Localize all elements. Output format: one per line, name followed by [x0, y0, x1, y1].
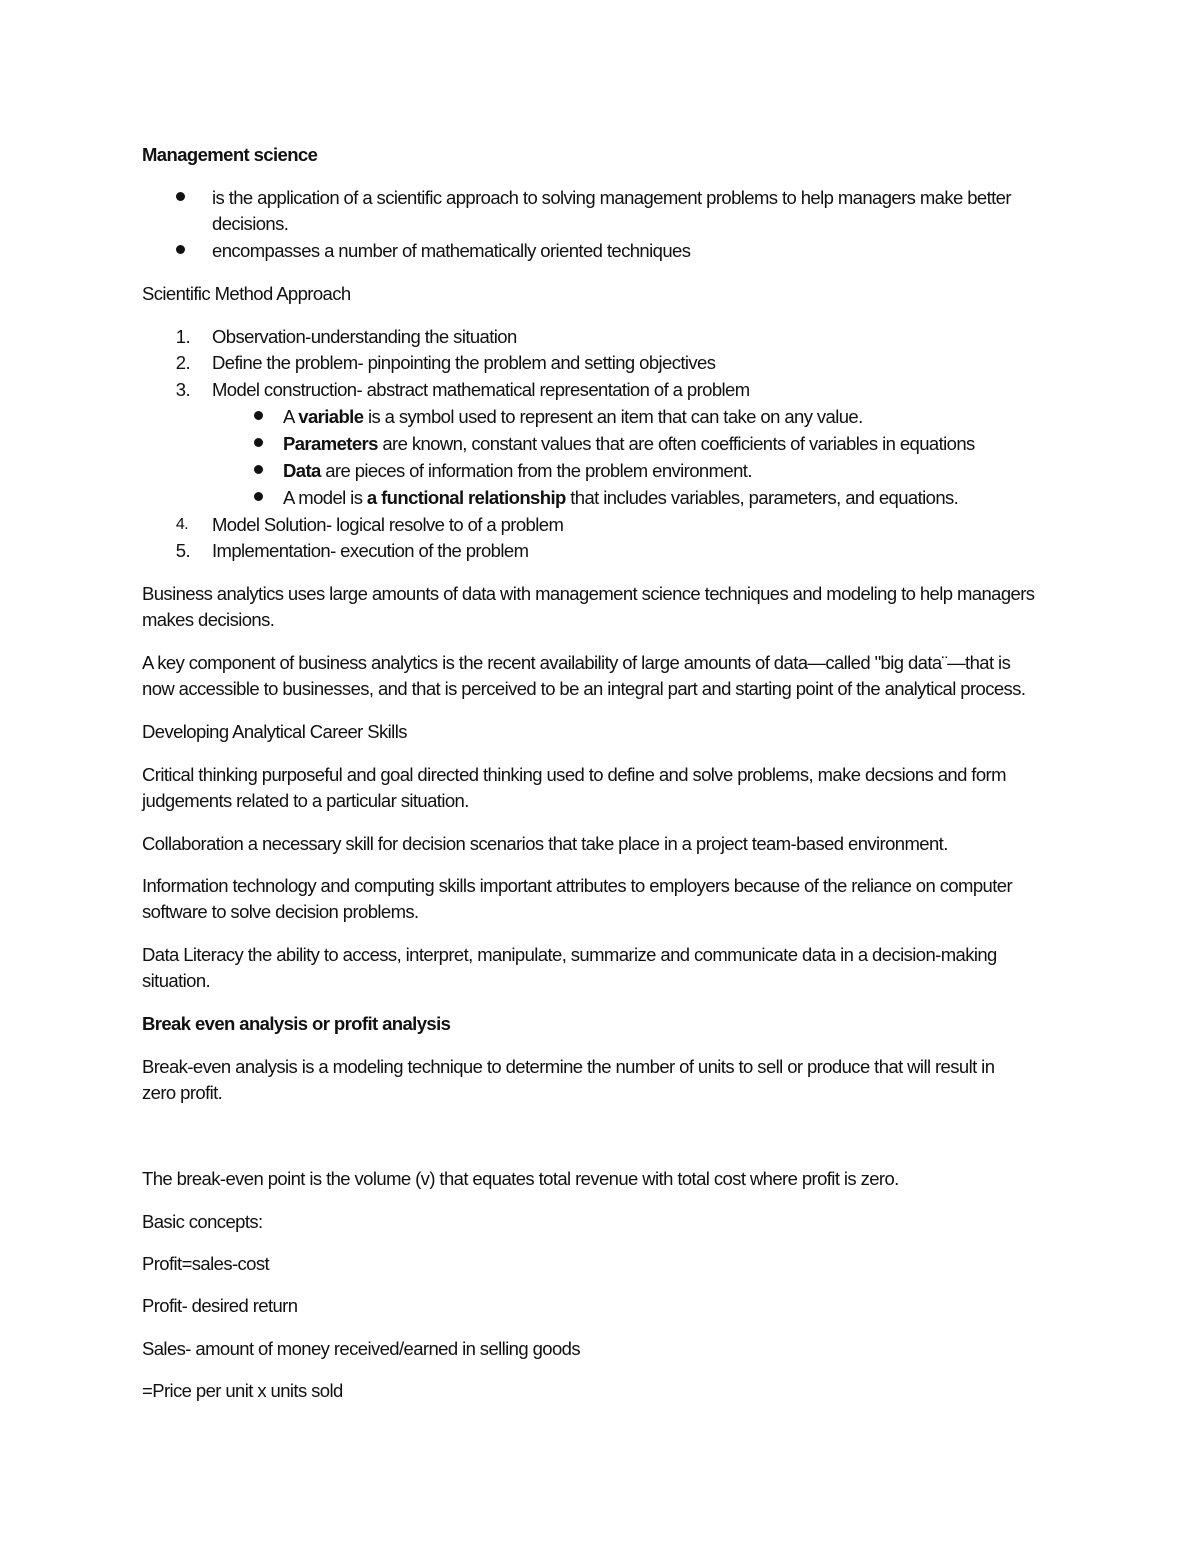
paragraph-key-component-cont: now accessible to businesses, and that is perceived to be an integral part and starting point of the analytical process. [142, 678, 1026, 699]
paragraph-information-technology: Information technology and computing skills important attributes to employers because of the reliance on computer [142, 875, 1013, 896]
sub-bullet-variable: A variable is a symbol used to represent an item that can take on any value. [283, 406, 863, 427]
step-1: Observation-understanding the situation [212, 326, 517, 347]
paragraph-business-analytics: Business analytics uses large amounts of data with management science techniques and modeling to help managers [142, 583, 1035, 604]
bullet-icon [254, 411, 263, 420]
step-4: Model Solution- logical resolve to of a problem [212, 514, 564, 535]
paragraph-business-analytics-cont: makes decisions. [142, 609, 275, 630]
heading-break-even: Break even analysis or profit analysis [142, 1013, 451, 1034]
step-2: Define the problem- pinpointing the problem and setting objectives [212, 352, 716, 373]
paragraph-basic-concepts: Basic concepts: [142, 1211, 263, 1232]
bullet-icon [176, 192, 185, 201]
step-number: 4. [175, 516, 188, 533]
sub-bullet-parameters: Parameters are known, constant values that are often coefficients of variables in equations [283, 433, 975, 454]
paragraph-developing-skills: Developing Analytical Career Skills [142, 721, 407, 742]
definition-profit: Profit- desired return [142, 1295, 298, 1316]
step-number: 1. [175, 326, 190, 347]
paragraph-critical-thinking-cont: judgements related to a particular situation. [142, 790, 469, 811]
sub-bullet-model: A model is a functional relationship that includes variables, parameters, and equations. [283, 487, 959, 508]
paragraph-break-even-point: The break-even point is the volume (v) that equates total revenue with total cost where profit is zero. [142, 1168, 899, 1189]
sub-bullet-data: Data are pieces of information from the problem environment. [283, 460, 752, 481]
bullet-icon [254, 465, 263, 474]
scientific-method-title: Scientific Method Approach [142, 283, 351, 304]
step-number: 3. [175, 379, 190, 400]
formula-profit: Profit=sales-cost [142, 1253, 270, 1274]
bullet-icon [176, 245, 185, 254]
formula-sales: =Price per unit x units sold [142, 1380, 343, 1401]
paragraph-break-even-cont: zero profit. [142, 1082, 223, 1103]
bullet-icon [254, 492, 263, 501]
paragraph-break-even: Break-even analysis is a modeling technique to determine the number of units to sell or produce that will result in [142, 1056, 995, 1077]
bullet-icon [254, 438, 263, 447]
paragraph-collaboration: Collaboration a necessary skill for decision scenarios that take place in a project team-based environment. [142, 833, 948, 854]
paragraph-data-literacy: Data Literacy the ability to access, interpret, manipulate, summarize and communicate data in a decision-making [142, 944, 997, 965]
step-5: Implementation- execution of the problem [212, 540, 529, 561]
step-number: 2. [175, 352, 190, 373]
mgmt-bullet-2: encompasses a number of mathematically oriented techniques [212, 240, 691, 261]
paragraph-information-technology-cont: software to solve decision problems. [142, 901, 419, 922]
step-number: 5. [175, 540, 190, 561]
heading-management-science: Management science [142, 144, 318, 165]
step-3: Model construction- abstract mathematical representation of a problem [212, 379, 750, 400]
paragraph-critical-thinking: Critical thinking purposeful and goal directed thinking used to define and solve problems, make decsions and form [142, 764, 1006, 785]
definition-sales: Sales- amount of money received/earned in selling goods [142, 1338, 581, 1359]
mgmt-bullet-1: is the application of a scientific approach to solving management problems to help managers make better [212, 187, 1011, 208]
mgmt-bullet-1-cont: decisions. [212, 213, 289, 234]
paragraph-key-component: A key component of business analytics is the recent availability of large amounts of data—called "big data¨—that is [142, 652, 1011, 673]
paragraph-data-literacy-cont: situation. [142, 970, 211, 991]
